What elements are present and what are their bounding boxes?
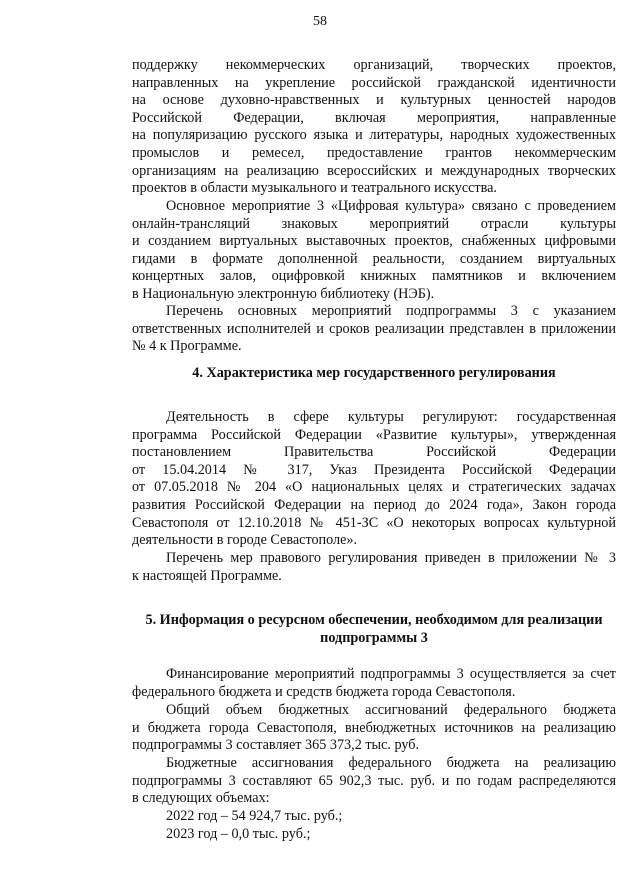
text-line: на популяризацию русского языка и литературы, народных художественных: [132, 127, 616, 144]
text-line: Севастополя от 12.10.2018 № 451-ЗС «О некоторых вопросах культурной: [132, 514, 616, 531]
text-line: № 4 к Программе.: [132, 338, 242, 355]
text-line: Перечень мер правового регулирования приведен в приложении № 3: [166, 550, 616, 566]
text-line: поддержку некоммерческих организаций, творческих проектов,: [132, 57, 616, 73]
text-line: Финансирование мероприятий подпрограммы 3 осуществляется за счет: [166, 666, 616, 682]
section-heading-5: [132, 612, 616, 647]
text-line: от 15.04.2014 № 317, Указ Президента Российской Федерации: [132, 461, 616, 478]
text-line: направленных на укрепление российской гражданской идентичности: [132, 74, 616, 91]
page-number: 58: [313, 14, 327, 29]
text-line: на основе духовно-нравственных и культурных ценностей народов: [132, 92, 616, 109]
paragraph-regulation: [132, 409, 616, 550]
text-line: Основное мероприятие 3 «Цифровая культура» связано с проведением: [166, 198, 616, 214]
text-line: от 07.05.2018 № 204 «О национальных целях и стратегических задачах: [132, 479, 616, 496]
text-line: и бюджета города Севастополя, внебюджетных источников на реализацию: [132, 719, 616, 736]
text-line: деятельности в городе Севастополе».: [132, 532, 358, 549]
text-line: подпрограммы 3 составляет 365 373,2 тыс. руб.: [132, 737, 420, 754]
text-line: и созданием виртуальных выставочных проектов, снабженных цифровыми: [132, 233, 616, 250]
text-line: гидами в формате дополненной реальности, созданием виртуальных: [132, 250, 616, 267]
text-line: Бюджетные ассигнования федерального бюджета на реализацию: [166, 755, 616, 771]
heading-line: подпрограммы 3: [320, 629, 428, 646]
text-line: Перечень основных мероприятий подпрограммы 3 с указанием: [166, 303, 616, 319]
paragraph-activities-list: [132, 303, 616, 356]
paragraph-total-volume: [132, 702, 616, 755]
text-line: Общий объем бюджетных ассигнований федерального бюджета: [166, 702, 616, 718]
year-2022-amount: 2022 год – 54 924,7 тыс. руб.;: [166, 808, 343, 824]
section-heading-4: 4. Характеристика мер государственного регулирования: [192, 365, 556, 381]
text-line: онлайн-трансляций знаковых мероприятий отрасли культуры: [132, 215, 616, 232]
text-line: ответственных исполнителей и сроков реализации представлен в приложении: [132, 320, 616, 337]
text-line: в следующих объемах:: [132, 790, 270, 807]
text-line: постановлением Правительства Российской Федерации: [132, 444, 616, 461]
paragraph-federal-budget: [132, 755, 616, 808]
paragraph-legal-measures: [132, 550, 616, 585]
text-line: промыслов и ремесел, предоставление грантов некоммерческим: [132, 144, 616, 161]
text-line: Деятельность в сфере культуры регулируют: государственная: [166, 409, 616, 425]
text-line: организациям на реализацию всероссийских и международных творческих: [132, 162, 616, 179]
text-line: подпрограммы 3 составляют 65 902,3 тыс. руб. и по годам распределяются: [132, 772, 616, 789]
text-line: федерального бюджета и средств бюджета города Севастополя.: [132, 683, 516, 700]
paragraph-digital-culture: [132, 198, 616, 304]
text-line: Российской Федерации, включая мероприятия, направленные: [132, 109, 616, 126]
year-2023-amount: 2023 год – 0,0 тыс. руб.;: [166, 826, 311, 842]
heading-line: 5. Информация о ресурсном обеспечении, необходимом для реализации: [145, 612, 603, 628]
text-line: к настоящей Программе.: [132, 567, 282, 584]
paragraph-financing: [132, 666, 616, 701]
text-line: программа Российской Федерации «Развитие культуры», утвержденная: [132, 426, 616, 443]
text-line: концертных залов, оцифровкой книжных памятников и включением: [132, 268, 616, 285]
text-line: проектов в области музыкального и театрального искусства.: [132, 180, 497, 197]
paragraph-support-projects: [132, 57, 616, 198]
text-line: развития Российской Федерации на период до 2024 года», Закон города: [132, 496, 616, 513]
text-line: в Национальную электронную библиотеку (НЭБ).: [132, 285, 435, 302]
